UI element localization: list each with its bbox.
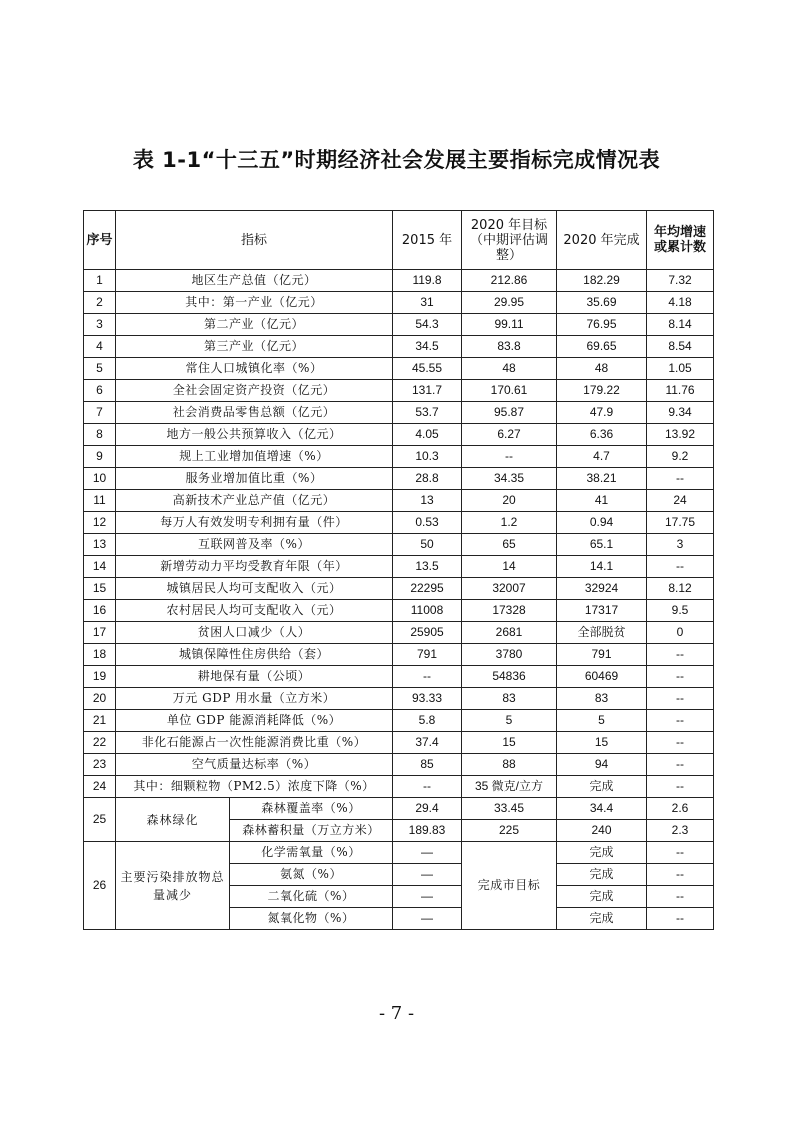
header-target-2020: 2020 年目标（中期评估调整） [462,211,557,270]
group-label: 主要污染排放物总量减少 [116,842,230,930]
row-seq: 6 [84,380,116,402]
row-target-2020: 95.87 [462,402,557,424]
row-indicator: 地区生产总值（亿元） [116,270,393,292]
row-growth: -- [647,754,714,776]
row-value-2015: 25905 [393,622,462,644]
row-value-2015: 10.3 [393,446,462,468]
row-value-2015: 131.7 [393,380,462,402]
row-indicator: 其中：第一产业（亿元） [116,292,393,314]
row-value-2015: 22295 [393,578,462,600]
table-body [84,270,714,930]
row-indicator: 地方一般公共预算收入（亿元） [116,424,393,446]
row-target-2020: 170.61 [462,380,557,402]
row-value-2015: 34.5 [393,336,462,358]
row-growth: 11.76 [647,380,714,402]
row-seq: 5 [84,358,116,380]
row-growth: 3 [647,534,714,556]
row-indicator: 化学需氧量（%） [230,842,393,864]
row-done-2020: 全部脱贫 [557,622,647,644]
header-2015: 2015 年 [393,211,462,270]
table-row [84,358,714,380]
row-seq: 3 [84,314,116,336]
row-done-2020: 60469 [557,666,647,688]
row-seq: 9 [84,446,116,468]
row-done-2020: 38.21 [557,468,647,490]
row-done-2020: 179.22 [557,380,647,402]
row-target-2020: 17328 [462,600,557,622]
page-number: - 7 - [378,1003,415,1024]
row-value-2015: 13.5 [393,556,462,578]
header-growth: 年均增速或累计数 [647,211,714,270]
row-indicator: 常住人口城镇化率（%） [116,358,393,380]
table-row [84,270,714,292]
row-value-2015: -- [393,666,462,688]
row-growth: 2.6 [647,798,714,820]
row-seq: 17 [84,622,116,644]
row-done-2020: 240 [557,820,647,842]
table-row [84,842,714,864]
row-growth: 9.34 [647,402,714,424]
row-growth: 4.18 [647,292,714,314]
table-row [84,556,714,578]
row-growth: 0 [647,622,714,644]
row-target-2020: 15 [462,732,557,754]
table-row [84,424,714,446]
row-seq: 25 [84,798,116,842]
header-indicator: 指标 [116,211,393,270]
row-value-2015: 53.7 [393,402,462,424]
row-growth: -- [647,842,714,864]
table-row [84,600,714,622]
row-done-2020: 完成 [557,908,647,930]
table-row [84,468,714,490]
row-value-2015: — [393,886,462,908]
row-target-2020: 14 [462,556,557,578]
row-seq: 16 [84,600,116,622]
row-seq: 18 [84,644,116,666]
row-indicator: 森林覆盖率（%） [230,798,393,820]
row-indicator: 非化石能源占一次性能源消费比重（%） [116,732,393,754]
row-indicator: 氨氮（%） [230,864,393,886]
row-indicator: 城镇保障性住房供给（套） [116,644,393,666]
row-growth: -- [647,644,714,666]
row-indicator: 第二产业（亿元） [116,314,393,336]
row-growth: -- [647,688,714,710]
row-indicator: 万元 GDP 用水量（立方米） [116,688,393,710]
row-done-2020: 完成 [557,842,647,864]
row-target-2020: -- [462,446,557,468]
header-row [84,211,714,270]
table-row [84,688,714,710]
row-indicator: 二氧化硫（%） [230,886,393,908]
row-value-2015: — [393,864,462,886]
row-seq: 2 [84,292,116,314]
row-target-2020: 212.86 [462,270,557,292]
row-seq: 23 [84,754,116,776]
row-growth: 13.92 [647,424,714,446]
row-done-2020: 47.9 [557,402,647,424]
header-seq: 序号 [84,211,116,270]
row-seq: 15 [84,578,116,600]
row-indicator: 新增劳动力平均受教育年限（年） [116,556,393,578]
table-row [84,490,714,512]
row-value-2015: 50 [393,534,462,556]
row-value-2015: 29.4 [393,798,462,820]
row-growth: -- [647,864,714,886]
row-target-2020: 2681 [462,622,557,644]
row-indicator: 其中：细颗粒物（PM2.5）浓度下降（%） [116,776,393,798]
row-indicator: 耕地保有量（公顷） [116,666,393,688]
row-done-2020: 48 [557,358,647,380]
row-value-2015: 791 [393,644,462,666]
table-row [84,798,714,820]
row-value-2015: 119.8 [393,270,462,292]
row-growth: 2.3 [647,820,714,842]
table-row [84,666,714,688]
row-growth: -- [647,908,714,930]
row-seq: 22 [84,732,116,754]
row-seq: 1 [84,270,116,292]
row-seq: 7 [84,402,116,424]
row-growth: 8.12 [647,578,714,600]
row-done-2020: 15 [557,732,647,754]
row-target-2020: 5 [462,710,557,732]
row-seq: 24 [84,776,116,798]
row-seq: 26 [84,842,116,930]
table-row [84,754,714,776]
row-indicator: 规上工业增加值增速（%） [116,446,393,468]
table-row [84,776,714,798]
row-indicator: 城镇居民人均可支配收入（元） [116,578,393,600]
row-growth: -- [647,556,714,578]
row-target-2020: 83.8 [462,336,557,358]
row-indicator: 全社会固定资产投资（亿元） [116,380,393,402]
row-done-2020: 76.95 [557,314,647,336]
row-target-2020: 88 [462,754,557,776]
row-target-2020: 34.35 [462,468,557,490]
row-done-2020: 32924 [557,578,647,600]
row-target-2020: 33.45 [462,798,557,820]
row-value-2015: 28.8 [393,468,462,490]
row-done-2020: 791 [557,644,647,666]
row-target-2020: 225 [462,820,557,842]
row-value-2015: 11008 [393,600,462,622]
row-target-2020: 32007 [462,578,557,600]
table-row [84,292,714,314]
table-row [84,622,714,644]
row-seq: 10 [84,468,116,490]
row-done-2020: 4.7 [557,446,647,468]
row-growth: 24 [647,490,714,512]
row-seq: 14 [84,556,116,578]
row-seq: 4 [84,336,116,358]
table-row [84,512,714,534]
row-done-2020: 182.29 [557,270,647,292]
table-row [84,710,714,732]
table-row [84,732,714,754]
row-seq: 13 [84,534,116,556]
row-indicator: 森林蓄积量（万立方米） [230,820,393,842]
row-growth: 9.2 [647,446,714,468]
row-value-2015: 0.53 [393,512,462,534]
row-done-2020: 6.36 [557,424,647,446]
row-seq: 19 [84,666,116,688]
row-indicator: 高新技术产业总产值（亿元） [116,490,393,512]
row-done-2020: 完成 [557,776,647,798]
row-value-2015: 93.33 [393,688,462,710]
table-row [84,644,714,666]
row-done-2020: 完成 [557,886,647,908]
row-value-2015: 31 [393,292,462,314]
row-growth: -- [647,666,714,688]
row-growth: 1.05 [647,358,714,380]
row-value-2015: 54.3 [393,314,462,336]
row-done-2020: 94 [557,754,647,776]
row-growth: 8.54 [647,336,714,358]
row-growth: 8.14 [647,314,714,336]
row-target-2020: 6.27 [462,424,557,446]
row-growth: -- [647,468,714,490]
row-target-2020: 65 [462,534,557,556]
row-indicator: 空气质量达标率（%） [116,754,393,776]
row-value-2015: 4.05 [393,424,462,446]
row-growth: -- [647,710,714,732]
row-done-2020: 65.1 [557,534,647,556]
row-value-2015: 5.8 [393,710,462,732]
table-title: 表 1-1“十三五”时期经济社会发展主要指标完成情况表 [132,148,661,172]
row-value-2015: 189.83 [393,820,462,842]
row-done-2020: 17317 [557,600,647,622]
row-target-2020: 54836 [462,666,557,688]
row-indicator: 第三产业（亿元） [116,336,393,358]
row-indicator: 单位 GDP 能源消耗降低（%） [116,710,393,732]
table-row [84,336,714,358]
row-done-2020: 完成 [557,864,647,886]
row-target-2020: 3780 [462,644,557,666]
group-label: 森林绿化 [116,798,230,842]
row-done-2020: 14.1 [557,556,647,578]
row-done-2020: 34.4 [557,798,647,820]
row-seq: 11 [84,490,116,512]
row-done-2020: 35.69 [557,292,647,314]
row-target-2020: 83 [462,688,557,710]
table-row [84,402,714,424]
row-indicator: 农村居民人均可支配收入（元） [116,600,393,622]
row-seq: 20 [84,688,116,710]
row-indicator: 贫困人口减少（人） [116,622,393,644]
table-row [84,380,714,402]
row-indicator: 每万人有效发明专利拥有量（件） [116,512,393,534]
row-target-2020: 1.2 [462,512,557,534]
row-growth: 17.75 [647,512,714,534]
table-row [84,314,714,336]
row-indicator: 互联网普及率（%） [116,534,393,556]
row-seq: 21 [84,710,116,732]
row-growth: 7.32 [647,270,714,292]
row-value-2015: -- [393,776,462,798]
table-row [84,446,714,468]
row-growth: -- [647,776,714,798]
table-row [84,534,714,556]
row-target-2020: 35 微克/立方 [462,776,557,798]
row-done-2020: 0.94 [557,512,647,534]
row-value-2015: 13 [393,490,462,512]
row-growth: -- [647,886,714,908]
table-row [84,578,714,600]
indicators-table [83,210,714,930]
row-value-2015: 45.55 [393,358,462,380]
row-indicator: 社会消费品零售总额（亿元） [116,402,393,424]
row-value-2015: — [393,908,462,930]
row-growth: 9.5 [647,600,714,622]
row-done-2020: 83 [557,688,647,710]
row-growth: -- [647,732,714,754]
row-value-2015: 85 [393,754,462,776]
row-seq: 12 [84,512,116,534]
row-target-2020: 99.11 [462,314,557,336]
row-value-2015: 37.4 [393,732,462,754]
row-target-2020: 完成市目标 [462,842,557,930]
row-value-2015: — [393,842,462,864]
row-indicator: 服务业增加值比重（%） [116,468,393,490]
row-done-2020: 69.65 [557,336,647,358]
row-target-2020: 29.95 [462,292,557,314]
row-target-2020: 20 [462,490,557,512]
row-seq: 8 [84,424,116,446]
row-done-2020: 5 [557,710,647,732]
header-done-2020: 2020 年完成 [557,211,647,270]
row-done-2020: 41 [557,490,647,512]
row-indicator: 氮氧化物（%） [230,908,393,930]
row-target-2020: 48 [462,358,557,380]
